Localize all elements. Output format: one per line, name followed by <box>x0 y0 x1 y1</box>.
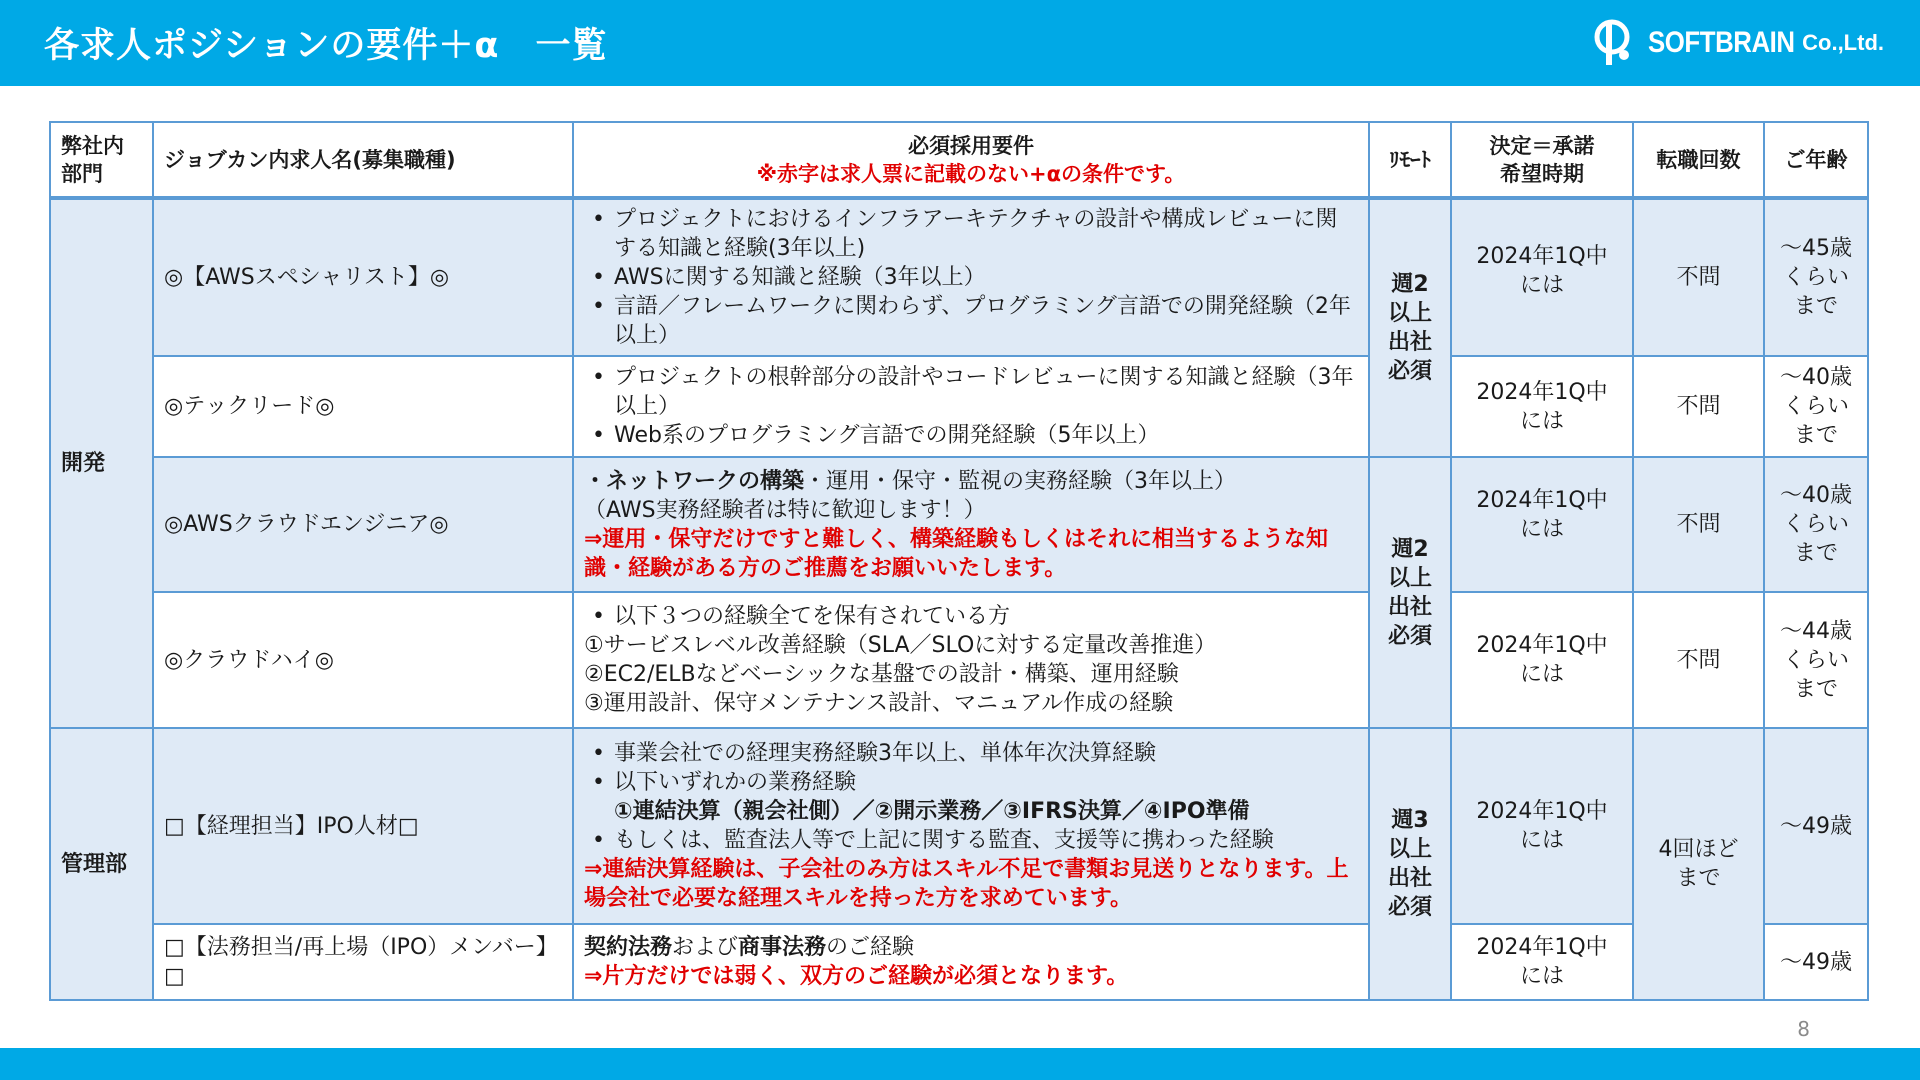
col-remote: ﾘﾓｰﾄ <box>1369 122 1451 198</box>
requirement-red-note: ⇒連結決算経験は、子会社のみ方はスキル不足で書類お見送りとなります。上場会社で必要な経理スキルを持った方を求めています。 <box>584 857 1349 911</box>
requirement-item: • プロジェクトの根幹部分の設計やコードレビューに関する知識と経験（3年以上） <box>584 363 1358 421</box>
timing-value: 2024年1Q中 には <box>1451 924 1633 1000</box>
header-bar <box>0 0 1920 86</box>
col-requirements-note: ※赤字は求人票に記載のない+αの条件です。 <box>756 161 1186 186</box>
job-name: □【法務担当/再上場（IPO）メンバー】□ <box>153 924 573 1000</box>
logo-wordmark: SOFTBRAIN <box>1647 26 1795 59</box>
requirement-bold: 商事法務 <box>738 935 827 960</box>
table-row <box>50 924 1868 1000</box>
requirement-text: のご経験 <box>826 935 915 960</box>
requirement-item: • Web系のプログラミング言語での開発経験（5年以上） <box>584 421 1358 450</box>
requirement-red-note: ⇒片方だけでは弱く、双方のご経験が必須となります。 <box>584 964 1129 989</box>
requirement-detail: ①連結決算（親会社側）／②開示業務／③IFRS決算／④IPO準備 <box>614 799 1250 824</box>
job-changes-value: 不問 <box>1633 198 1764 356</box>
remote-value: 週3 以上 出社 必須 <box>1369 728 1451 1000</box>
page-number: 8 <box>1797 1017 1810 1041</box>
requirement-item: • 事業会社での経理実務経験3年以上、単体年次決算経験 <box>584 739 1358 768</box>
remote-value: 週2 以上 出社 必須 <box>1369 198 1451 457</box>
timing-value: 2024年1Q中 には <box>1451 457 1633 592</box>
remote-value: 週2 以上 出社 必須 <box>1369 457 1451 728</box>
age-value: ～49歳 <box>1764 728 1868 924</box>
requirement-item: • AWSに関する知識と経験（3年以上） <box>584 263 1358 292</box>
job-changes-value: 4回ほど まで <box>1633 728 1764 1000</box>
requirement-item: • もしくは、監査法人等で上記に関する監査、支援等に携わった経験 <box>584 826 1358 855</box>
timing-value: 2024年1Q中 には <box>1451 592 1633 728</box>
col-requirements-title: 必須採用要件 <box>908 133 1034 158</box>
header-row <box>50 122 1868 198</box>
dept-admin: 管理部 <box>50 728 153 1000</box>
table-row <box>50 592 1868 728</box>
requirement-item: • 言語／フレームワークに関わらず、プログラミング言語での開発経験（2年以上） <box>584 292 1358 350</box>
requirements-cell <box>573 198 1369 356</box>
age-value: ～49歳 <box>1764 924 1868 1000</box>
age-value: ～45歳 くらい まで <box>1764 198 1868 356</box>
age-value: ～44歳 くらい まで <box>1764 592 1868 728</box>
job-name: ◎【AWSスペシャリスト】◎ <box>153 198 573 356</box>
age-value: ～40歳 くらい まで <box>1764 457 1868 592</box>
requirements-cell <box>573 592 1369 728</box>
requirement-bold: 契約法務 <box>584 935 673 960</box>
requirement-line <box>584 933 1358 962</box>
table-row <box>50 457 1868 592</box>
requirements-table <box>49 121 1869 1001</box>
requirement-line: ③運用設計、保守メンテナンス設計、マニュアル作成の経験 <box>584 691 1174 716</box>
requirement-item: • 以下いずれかの業務経験 <box>584 768 1358 797</box>
table-row <box>50 198 1868 356</box>
requirement-item: • 以下３つの経験全てを保有されている方 <box>584 602 1358 631</box>
requirement-text: ・運用・保守・監視の実務経験（3年以上） <box>804 468 1237 494</box>
col-dept: 弊社内 部門 <box>50 122 153 198</box>
requirement-line: ①サービスレベル改善経験（SLA／SLOに対する定量改善推進） <box>584 633 1217 658</box>
job-changes-value: 不問 <box>1633 592 1764 728</box>
softbrain-logo <box>1590 14 1884 72</box>
job-name: ◎テックリード◎ <box>153 356 573 457</box>
job-changes-value: 不問 <box>1633 457 1764 592</box>
col-age: ご年齢 <box>1764 122 1868 198</box>
col-timing: 決定＝承諾 希望時期 <box>1451 122 1633 198</box>
requirement-line <box>584 467 1358 496</box>
job-name: □【経理担当】IPO人材□ <box>153 728 573 924</box>
col-requirements <box>573 122 1369 198</box>
col-job-changes: 転職回数 <box>1633 122 1764 198</box>
requirements-cell <box>573 924 1369 1000</box>
job-changes-value: 不問 <box>1633 356 1764 457</box>
timing-value: 2024年1Q中 には <box>1451 198 1633 356</box>
requirements-cell <box>573 457 1369 592</box>
requirement-item: • プロジェクトにおけるインフラアーキテクチャの設計や構成レビューに関する知識と経験(3年以上) <box>584 205 1358 263</box>
timing-value: 2024年1Q中 には <box>1451 728 1633 924</box>
dept-dev: 開発 <box>50 198 153 728</box>
softbrain-logo-icon <box>1590 17 1642 69</box>
table-row <box>50 356 1868 457</box>
requirements-cell <box>573 728 1369 924</box>
table-row <box>50 728 1868 924</box>
requirement-line: （AWS実務経験者は特に歓迎します！） <box>584 497 986 523</box>
slide-title: 各求人ポジションの要件＋α 一覧 <box>44 26 608 66</box>
footer-bar <box>0 1048 1920 1080</box>
requirement-line: ②EC2/ELBなどベーシックな基盤での設計・構築、運用経験 <box>584 662 1179 687</box>
col-job: ジョブカン内求人名(募集職種) <box>153 122 573 198</box>
age-value: ～40歳 くらい まで <box>1764 356 1868 457</box>
requirements-cell <box>573 356 1369 457</box>
timing-value: 2024年1Q中 には <box>1451 356 1633 457</box>
logo-suffix: Co.,Ltd. <box>1802 30 1884 55</box>
job-name: ◎クラウドハイ◎ <box>153 592 573 728</box>
requirement-red-note: ⇒運用・保守だけですと難しく、構築経験もしくはそれに相当するような知識・経験がある方のご推薦をお願いいたします。 <box>584 526 1328 581</box>
requirement-text: および <box>672 935 739 960</box>
job-name: ◎AWSクラウドエンジニア◎ <box>153 457 573 592</box>
requirement-bold: ・ネットワークの構築 <box>584 468 805 494</box>
